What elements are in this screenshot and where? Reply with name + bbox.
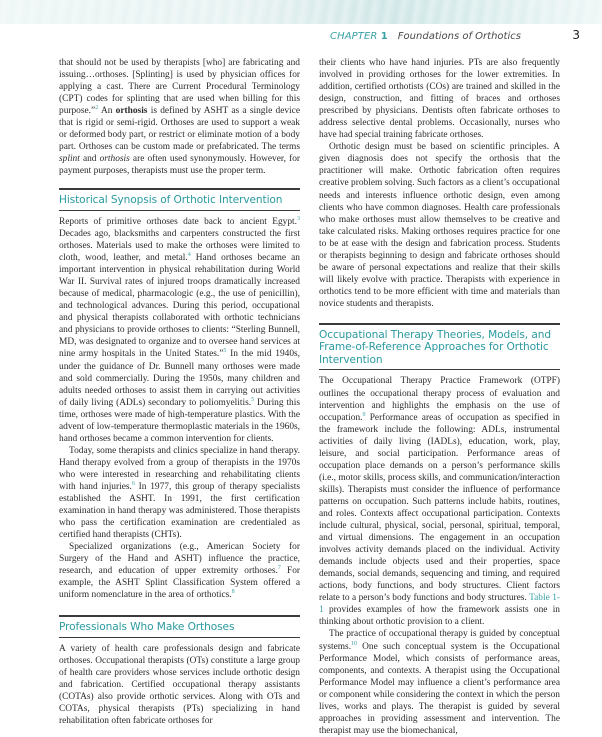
reference-4[interactable]: 4 (187, 252, 191, 259)
decorative-header-banner (0, 0, 602, 24)
table-1-1-link[interactable]: Table 1-1 (319, 593, 561, 616)
reference-10[interactable]: 10 (351, 640, 358, 647)
running-head (330, 28, 582, 44)
reference-9[interactable]: 9 (362, 411, 366, 418)
reference-2[interactable]: 2 (95, 105, 99, 112)
reference-7[interactable]: 7 (277, 565, 281, 572)
page-number: 3 (572, 28, 580, 42)
chapter-title: Foundations of Orthotics (397, 30, 521, 42)
paragraph: Today, some therapists and clinics specialize in hand therapy. Hand therapy evolved from a group of therapists in the 1970s who were interested in researching and rehabilitating clients with hand injuries.$^6$ In 1977, this group of therapy specialists established the ASHT. In 1991, the first certification examination in hand therapy was administered. Those therapists who pass the certification examination are credentialed as certified hand therapists (CHTs). (59, 445, 301, 541)
reference-3[interactable]: 3 (297, 215, 300, 222)
chapter-label: CHAPTER 1 (330, 30, 388, 42)
reference-5[interactable]: 5 (223, 348, 227, 355)
reference-8[interactable]: 8 (231, 589, 235, 596)
reference-5[interactable]: 5 (251, 396, 255, 403)
paragraph: that should not be used by therapists [who] are fabricating and issuing…orthoses. [Splinting] is used by physician offices for applying a cast. There are Current Procedural Terminology (CPT) codes for splinting that are used when billing for this purpose.”$^2$ An orthosis is defined by ASHT as a single device that is rigid or semi-rigid. Orthoses are used to support a weak or deformed body part, or restrict or eliminate motion of a body part. Orthoses can be custom made or prefabricated. The terms splint and orthosis are often used synonymously. However, for payment purposes, therapists must use the proper term. (59, 58, 300, 177)
paragraph: their clients who have hand injuries. PTs are also frequently involved in providing orthoses for the lower extremities. In addition, certified orthotists (COs) are trained and skilled in the design, construction, and fitting of braces and orthoses prescribed by physicians. Dentists often fabricate orthoses to address selective dental problems. Occasionally, nurses who have had special training fabricate orthoses. (319, 58, 560, 141)
paragraph: The practice of occupational therapy is guided by conceptual systems.$^{10}$ One such conceptual system is the Occupational Performance Model, which consists of performance areas, components, and contexts. A therapist using the Occupational Performance Model may influence a client’s performance area or component while considering the context in which the person lives, works and plays. The therapist is guided by several approaches in providing assessment and intervention. The therapist may use the biomechanical, (319, 629, 560, 736)
paragraph: The Occupational Therapy Practice Framework (OTPF) outlines the occupational therapy process of evaluation and intervention and highlights the emphasis on the use of occupation.$^9$ Performance areas of occupation as specified in the framework include the following: ADLs, instrumental activities of daily living (IADLs), education, work, play, leisure, and social participation. Performance areas of occupation place demands on a person’s performance skills (i.e., motor skills, process skills, and communication/interaction skills). Therapists must consider the influence of performance patterns on occupation. Such patterns include habits, routines, and roles. Contexts affect occupational participation. Contexts include cultural, physical, social, personal, spiritual, temporal, and virtual dimensions. The engagement in an occupation involves activity demands placed on the individual. Activity demands include objects used and their properties, space demands, social demands, sequencing and timing, and required actions, body functions, and body structures. Client factors relate to a person’s body functions and body structures. Table 1-1 provides examples of how the framework assists one in thinking about orthotic provision to a client. (319, 376, 561, 628)
reference-6[interactable]: 6 (131, 481, 135, 487)
paragraph: A variety of health care professionals design and fabricate orthoses. Occupational therapists (OTs) constitute a large group of health care providers whose services include orthotic design and fabrication. Certified occupational therapy assistants (COTAs) also provide orthotic services. Along with OTs and COTAs, physical therapists (PTs) specializing in hand rehabilitation often fabricate orthoses for (59, 643, 300, 727)
section-heading-professionals: Professionals Who Make Orthoses (59, 615, 300, 638)
right-column (319, 57, 560, 737)
section-heading-historical-synopsis: Historical Synopsis of Orthotic Intervention (59, 188, 300, 211)
paragraph: Reports of primitive orthoses date back to ancient Egypt.$^3$ Decades ago, blacksmiths and carpenters constructed the first orthoses. Materials used to make the orthoses were limited to cloth, wood, leather, and metal.$^4$ Hand orthoses became an important intervention in physical rehabilitation during World War II. Survival rates of injured troops dramatically increased because of medical, pharmacologic (e.g., the use of penicillin), and technological advances. During this period, occupational and physical therapists collaborated with orthotic technicians and physicians to provide orthoses to clients: “Sterling Bunnell, MD, was designated to organize and to oversee hand services at nine army hospitals in the United States.”$^5$ In the mid 1940s, under the guidance of Dr. Bunnell many orthoses were made and sold commercially. During the 1950s, many children and adults needed orthoses to assist them in carrying out activities of daily living (ADLs) secondary to poliomyelitis.$^5$ During this time, orthoses were made of high-temperature plastics. With the advent of low-temperature thermoplastic materials in the 1960s, hand orthoses became a common intervention for clients. (59, 215, 300, 444)
paragraph: Orthotic design must be based on scientific principles. A given diagnosis does not specify the orthosis that the practitioner will make. Orthotic fabrication often requires creative problem solving. Such factors as a client’s occupational needs and interests influence orthotic design, even among clients who have common diagnoses. Health care professionals who make orthoses must allow themselves to be creative and take calculated risks. Making orthoses requires practice for one to be at ease with the design and fabrication process. Students or therapists beginning to design and fabricate orthoses should be aware of personal expectations and realize that their skills will likely evolve with practice. Therapists with experience in orthotics tend to be more efficient with time and materials than novice students and therapists. (319, 142, 560, 309)
left-column (59, 57, 300, 727)
paragraph: Specialized organizations (e.g., American Society for Surgery of the Hand and ASHT) influence the practice, research, and education of upper extremity orthoses.$^7$ For example, the ASHT Splint Classification System offered a uniform nomenclature in the area of orthotics.$^8$ (59, 542, 301, 601)
section-heading-ot-theories: Occupational Therapy Theories, Models, and Frame-of-Reference Approaches for Orthotic Intervention (319, 323, 560, 371)
